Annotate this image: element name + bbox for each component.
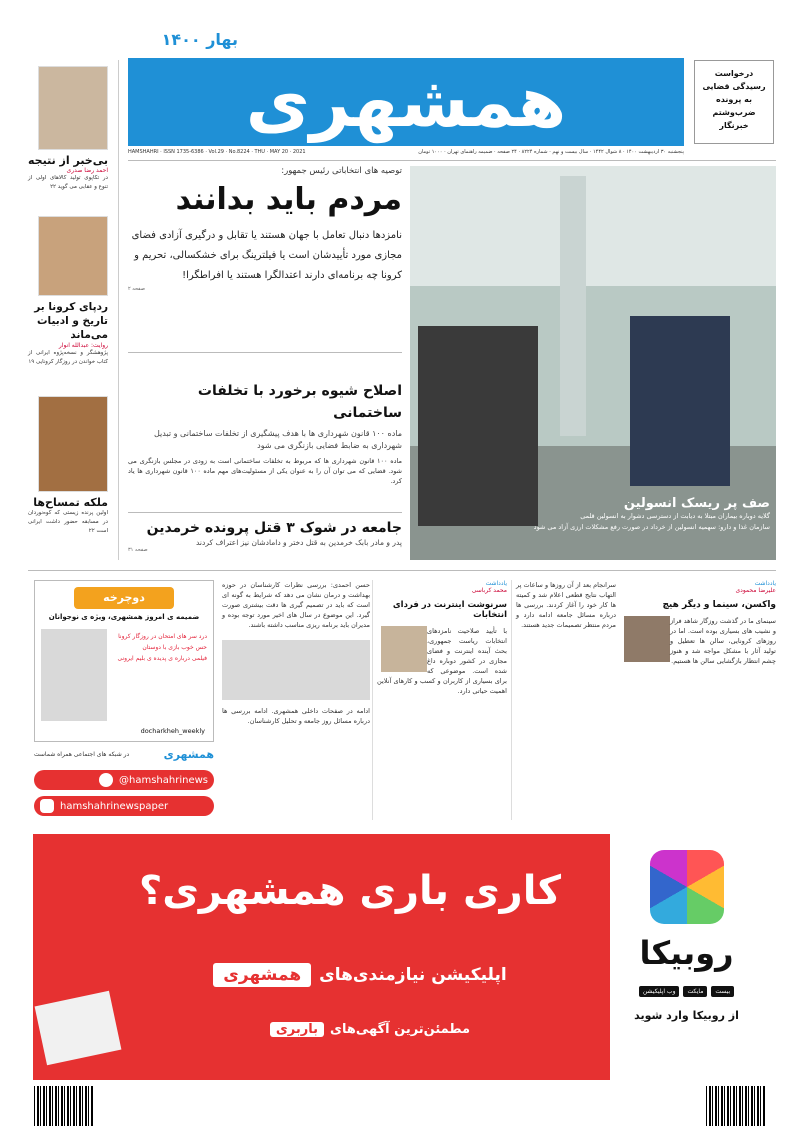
news-column-4: حسن احمدی: بررسی نظرات کارشناسان در حوزه بهداشت و درمان نشان می دهد که شرایط به گونه ای است که باید در تصمیم گیری ها دقت بیشتری صورت گیرد. این موضوع در سال های اخیر مورد توجه بوده و مدیران باید برنامه ریزی مناسب داشته باشند. ادامه در صفحات داخلی همشهری. ادامه بررسی ها درباره مسائل روز جامعه و تحلیل کارشناسان. [222,581,370,725]
rubika-panel: روبیکا وب اپلیکیشن مایکت بیست از روبیکا وارد شوید [610,834,763,1080]
sidebar-portrait-1 [38,66,108,150]
promo-handle[interactable]: docharkheh_weekly [140,727,205,735]
telegram-icon [99,773,113,787]
sidebar-portrait-2 [38,216,108,296]
masthead-title: همشهری [245,61,567,143]
telegram-link[interactable]: @hamshahrinews [34,770,214,790]
story-building-violations: اصلاح شیوه برخورد با تخلفات ساختمانی ماده ۱۰۰ قانون شهرداری ها با هدف پیشگیری از تخلفات ساختمانی و تبدیل شهرداری به ضابط فضایی بازنگری می شود ماده ۱۰۰ قانون شهرداری ها که مربوط به تخلفات ساختمانی است به زودی در مجلس بازنگری می شود. قضایی که می توان آن را به عنوان یکی از مسئولیت‌های مهم ماده ۱۰۰ قانون شهرداری ها یاد کرد. [128,383,403,485]
ad-tagline: مطمئن‌ترین آگهی‌های باربری [220,1014,520,1044]
instagram-link[interactable]: hamshahrinewspaper [34,796,214,816]
sidebar: بی‌خبر از نتیجه احمد رضا صدری در تکاپوی تولید کالاهای اولی از تنوع و عقابی می گوید ۲۲ ردپای کرونا بر تاریخ و ادبیات می‌ماند روایت: عبدالله انوار پژوهشگر و نسخه‌پژوه ایرانی از کتاب خواندن در روزگار کرونایی ۱۹ ملکه تمساح‌ها اولین پرنده زیستی که کوه‌نوردان در مسابقه حضور داشت ایرانی است ۲۲ [28,60,112,560]
instagram-icon [40,799,54,813]
barcode-right [706,1086,766,1126]
opinion-internet: یادداشت محمد کرباسی سرنوشت اینترنت در فردای انتخابات با تأیید صلاحیت نامزدهای انتخابات ریاست جمهوری، بحث آینده اینترنت و فضای مجازی در کشور دوباره داغ شده است. موضوعی که برای بسیاری از کاربران و کسب و کارهای آنلاین اهمیت حیاتی دارد. [372,580,512,820]
social-box: همشهری در شبکه های اجتماعی همراه شماست @hamshahrinews hamshahrinewspaper [34,746,214,826]
promo-thumbnail [41,629,107,721]
story-khorramdin: جامعه در شوک ۳ قتل پرونده خرمدین پدر و مادر بابک خرمدین به قتل دختر و دامادشان نیز اعتراف کردند صفحه ۳۱ [128,520,402,553]
lead-story: توصیه های انتخاباتی رئیس جمهور: مردم باید بدانند نامزدها دنبال تعامل با جهان هستند یا تقابل و درگیری آزادی فضای مجازی مورد تأییدشان است یا فیلترینگ برای خشکسالی، تحریم و کرونا چه برنامه‌ای دارند اعتدالگرا هستند یا افراطگرا! صفحه ۲ [128,166,402,292]
ad-headline: کاری باری همشهری؟ [139,868,561,914]
top-right-box: درخواست رسیدگی قضایی به پرونده ضرب‌وشتم خبرنگار [694,60,774,144]
opinion-column-2: سرانجام بعد از آن روزها و ساعات پر التهاب نتایج قطعی اعلام شد و کمیته ها کار خود را آغاز کردند. بررسی ها درباره مسائل جامعه ادامه دارد و مردم منتظر تصمیمات جدید هستند. [516,581,616,629]
spring-1400-logo: بهار ۱۴۰۰ [161,30,238,49]
sidebar-portrait-3 [38,396,108,492]
rubika-logo-icon [650,850,724,924]
opinion-cinema: یادداشت علیرضا محمودی واکسن، سینما و دیگر هیچ سینمای ما در گذشت روزگار شاهد فراز و نشیب های بسیاری بوده است. اما در روزهای کرونایی، سالن ها تعطیل و تولید آثار با مشکل مواجه شد و هنوز چشم انتظار بازگشایی سالن ها هستیم. [620,580,776,820]
photo-caption: صف پر ریسک انسولین گلایه دوباره بیماران مبتلا به دیابت از دسترسی دشوار به انسولین قلمی سازمان غذا و دارو: سهمیه انسولین از خرداد در صورت رفع مشکلات ارزی آزاد می شود [533,496,770,531]
author-photo-2 [624,616,670,662]
barcode-left [34,1086,94,1126]
masthead-infoline: پنجشنبه ۳۰ اردیبهشت ۱۴۰۰ · ۸ شوال ۱۴۴۲ · سال بیست و نهم · شماره ۸۲۲۴ · ۲۴ صفحه · ضمیمه راهنمای تهران · ۱۰۰۰ تومان HAMSHAHRI · ISSN 1735-6386 · Vol.29 · No.8224 · THU · MAY 20 · 2021 [128,149,684,155]
docharkheh-promo: دوچرخه ضمیمه ی امروز همشهری، ویژه ی نوجوانان درد سر های امتحان در روزگار کرونا حس خوب بازی با دوستان فیلمی درباره ی پدیده ی بلیم ایرونی docharkheh_weekly [34,580,214,742]
ad-subline: اپلیکیشن نیازمندی‌های همشهری [120,958,600,992]
author-photo [381,626,427,672]
